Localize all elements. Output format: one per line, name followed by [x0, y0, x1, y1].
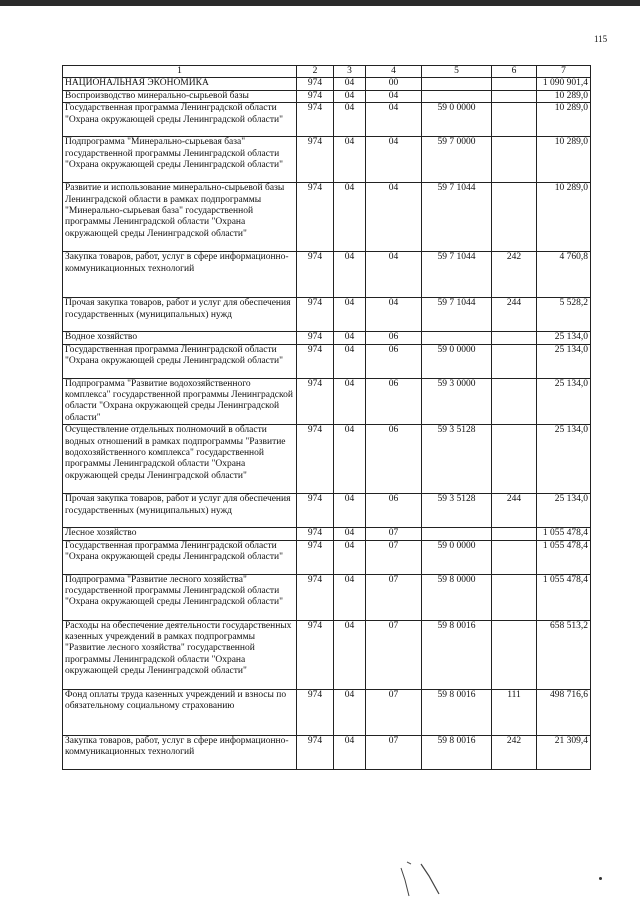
cell-code: 974 [297, 574, 334, 620]
cell-type: 242 [492, 252, 537, 298]
cell-code: 974 [297, 332, 334, 344]
cell-type [492, 90, 537, 102]
cell-sub: 06 [366, 494, 422, 528]
cell-sec: 04 [334, 735, 366, 769]
cell-code: 974 [297, 78, 334, 90]
cell-type [492, 137, 537, 183]
cell-sub: 04 [366, 183, 422, 252]
cell-amount: 10 289,0 [537, 137, 591, 183]
table-row [63, 689, 591, 735]
table-row [63, 620, 591, 689]
cell-sec: 04 [334, 183, 366, 252]
table-row [63, 540, 591, 574]
cell-sub: 04 [366, 137, 422, 183]
cell-name: Лесное хозяйство [63, 528, 297, 540]
cell-name: Государственная программа Ленинградской области "Охрана окружающей среды Ленинградской области" [63, 344, 297, 378]
cell-code: 974 [297, 298, 334, 332]
table-row [63, 735, 591, 769]
cell-target [422, 90, 492, 102]
cell-amount: 21 309,4 [537, 735, 591, 769]
cell-sec: 04 [334, 425, 366, 494]
cell-sub: 06 [366, 344, 422, 378]
table-row [63, 78, 591, 90]
cell-target [422, 78, 492, 90]
cell-target [422, 332, 492, 344]
table-row [63, 252, 591, 298]
cell-target: 59 7 1044 [422, 183, 492, 252]
cell-amount: 4 760,8 [537, 252, 591, 298]
table-row [63, 425, 591, 494]
cell-code: 974 [297, 735, 334, 769]
cell-target: 59 8 0000 [422, 574, 492, 620]
cell-target [422, 528, 492, 540]
cell-sub: 07 [366, 574, 422, 620]
cell-type: 242 [492, 735, 537, 769]
cell-amount: 25 134,0 [537, 344, 591, 378]
cell-amount: 498 716,6 [537, 689, 591, 735]
cell-amount: 25 134,0 [537, 494, 591, 528]
column-header: 3 [334, 66, 366, 78]
table-row [63, 183, 591, 252]
cell-amount: 658 513,2 [537, 620, 591, 689]
cell-type [492, 344, 537, 378]
cell-target: 59 0 0000 [422, 103, 492, 137]
cell-sec: 04 [334, 90, 366, 102]
cell-sub: 07 [366, 620, 422, 689]
cell-sec: 04 [334, 378, 366, 425]
column-header: 2 [297, 66, 334, 78]
cell-amount: 1 055 478,4 [537, 574, 591, 620]
cell-amount: 10 289,0 [537, 183, 591, 252]
cell-name: Развитие и использование минерально-сырьевой базы Ленинградской области в рамках подпрограммы "Минерально-сырьевая база" государственной программы Ленинградской области "Охрана окружающей среды Ленинградской области" [63, 183, 297, 252]
cell-code: 974 [297, 620, 334, 689]
cell-sub: 06 [366, 332, 422, 344]
cell-name: Закупка товаров, работ, услуг в сфере информационно-коммуникационных технологий [63, 735, 297, 769]
cell-name: Расходы на обеспечение деятельности государственных казенных учреждений в рамках подпрограммы "Развитие лесного хозяйства" государственной программы Ленинградской области "Охрана окружающей среды Ленинградской области" [63, 620, 297, 689]
cell-sub: 07 [366, 735, 422, 769]
cell-sec: 04 [334, 137, 366, 183]
cell-sub: 04 [366, 298, 422, 332]
cell-sub: 04 [366, 103, 422, 137]
cell-type: 111 [492, 689, 537, 735]
table-row [63, 378, 591, 425]
cell-amount: 1 055 478,4 [537, 540, 591, 574]
cell-sec: 04 [334, 689, 366, 735]
cell-code: 974 [297, 494, 334, 528]
column-header: 4 [366, 66, 422, 78]
cell-name: Прочая закупка товаров, работ и услуг для обеспечения государственных (муниципальных) нужд [63, 298, 297, 332]
cell-sec: 04 [334, 620, 366, 689]
cell-sec: 04 [334, 344, 366, 378]
cell-type [492, 528, 537, 540]
top-border-line [0, 0, 640, 6]
table-row [63, 137, 591, 183]
cell-amount: 25 134,0 [537, 425, 591, 494]
cell-type [492, 620, 537, 689]
cell-sub: 06 [366, 378, 422, 425]
cell-target: 59 7 0000 [422, 137, 492, 183]
cell-target: 59 7 1044 [422, 298, 492, 332]
cell-type [492, 540, 537, 574]
cell-code: 974 [297, 540, 334, 574]
cell-sub: 06 [366, 425, 422, 494]
column-number-row [63, 66, 591, 78]
cell-sub: 07 [366, 540, 422, 574]
page-number: 115 [594, 34, 608, 44]
cell-sub: 07 [366, 689, 422, 735]
cell-amount: 1 090 901,4 [537, 78, 591, 90]
budget-table [62, 65, 591, 770]
cell-sub: 00 [366, 78, 422, 90]
cell-type [492, 103, 537, 137]
cell-amount: 10 289,0 [537, 90, 591, 102]
cell-sec: 04 [334, 528, 366, 540]
table-row [63, 90, 591, 102]
column-header: 1 [63, 66, 297, 78]
cell-sec: 04 [334, 332, 366, 344]
cell-code: 974 [297, 183, 334, 252]
cell-target: 59 3 0000 [422, 378, 492, 425]
cell-type [492, 332, 537, 344]
table-row [63, 574, 591, 620]
cell-sec: 04 [334, 298, 366, 332]
table-row [63, 332, 591, 344]
cell-code: 974 [297, 137, 334, 183]
ink-dot [599, 877, 602, 880]
cell-name: Подпрограмма "Развитие лесного хозяйства" государственной программы Ленинградской области "Охрана окружающей среды Ленинградской области" [63, 574, 297, 620]
cell-amount: 5 528,2 [537, 298, 591, 332]
pen-mark [395, 860, 465, 905]
cell-type: 244 [492, 298, 537, 332]
cell-amount: 25 134,0 [537, 332, 591, 344]
cell-name: Фонд оплаты труда казенных учреждений и взносы по обязательному социальному страхованию [63, 689, 297, 735]
cell-code: 974 [297, 90, 334, 102]
cell-sec: 04 [334, 252, 366, 298]
cell-target: 59 8 0016 [422, 689, 492, 735]
cell-code: 974 [297, 425, 334, 494]
cell-type [492, 425, 537, 494]
cell-target: 59 8 0016 [422, 735, 492, 769]
cell-sub: 07 [366, 528, 422, 540]
cell-amount: 10 289,0 [537, 103, 591, 137]
column-header: 6 [492, 66, 537, 78]
cell-type [492, 183, 537, 252]
cell-target: 59 8 0016 [422, 620, 492, 689]
cell-sec: 04 [334, 574, 366, 620]
cell-name: Осуществление отдельных полномочий в области водных отношений в рамках подпрограммы "Развитие водохозяйственного комплекса" государственной программы Ленинградской области "Охрана окружающей среды Ленинградской области" [63, 425, 297, 494]
table-row [63, 298, 591, 332]
cell-name: Подпрограмма "Развитие водохозяйственного комплекса" государственной программы Ленинградской области "Охрана окружающей среды Ленинградской области" [63, 378, 297, 425]
cell-code: 974 [297, 378, 334, 425]
cell-name: Прочая закупка товаров, работ и услуг для обеспечения государственных (муниципальных) нужд [63, 494, 297, 528]
cell-target: 59 0 0000 [422, 540, 492, 574]
cell-code: 974 [297, 689, 334, 735]
cell-code: 974 [297, 252, 334, 298]
table-row [63, 528, 591, 540]
cell-sub: 04 [366, 90, 422, 102]
cell-sec: 04 [334, 103, 366, 137]
cell-type [492, 78, 537, 90]
cell-name: Водное хозяйство [63, 332, 297, 344]
cell-amount: 1 055 478,4 [537, 528, 591, 540]
cell-name: Закупка товаров, работ, услуг в сфере информационно-коммуникационных технологий [63, 252, 297, 298]
cell-type [492, 574, 537, 620]
cell-code: 974 [297, 103, 334, 137]
cell-type [492, 378, 537, 425]
cell-type: 244 [492, 494, 537, 528]
cell-target: 59 0 0000 [422, 344, 492, 378]
cell-target: 59 7 1044 [422, 252, 492, 298]
cell-sec: 04 [334, 540, 366, 574]
cell-sec: 04 [334, 494, 366, 528]
cell-target: 59 3 5128 [422, 494, 492, 528]
cell-name: Государственная программа Ленинградской области "Охрана окружающей среды Ленинградской области" [63, 103, 297, 137]
cell-name: Воспроизводство минерально-сырьевой базы [63, 90, 297, 102]
cell-name: Подпрограмма "Минерально-сырьевая база" государственной программы Ленинградской области "Охрана окружающей среды Ленинградской области" [63, 137, 297, 183]
column-header: 5 [422, 66, 492, 78]
cell-sub: 04 [366, 252, 422, 298]
cell-target: 59 3 5128 [422, 425, 492, 494]
table-row [63, 494, 591, 528]
cell-name: НАЦИОНАЛЬНАЯ ЭКОНОМИКА [63, 78, 297, 90]
cell-code: 974 [297, 528, 334, 540]
table-row [63, 103, 591, 137]
cell-amount: 25 134,0 [537, 378, 591, 425]
cell-sec: 04 [334, 78, 366, 90]
cell-code: 974 [297, 344, 334, 378]
cell-name: Государственная программа Ленинградской области "Охрана окружающей среды Ленинградской области" [63, 540, 297, 574]
column-header: 7 [537, 66, 591, 78]
table-row [63, 344, 591, 378]
